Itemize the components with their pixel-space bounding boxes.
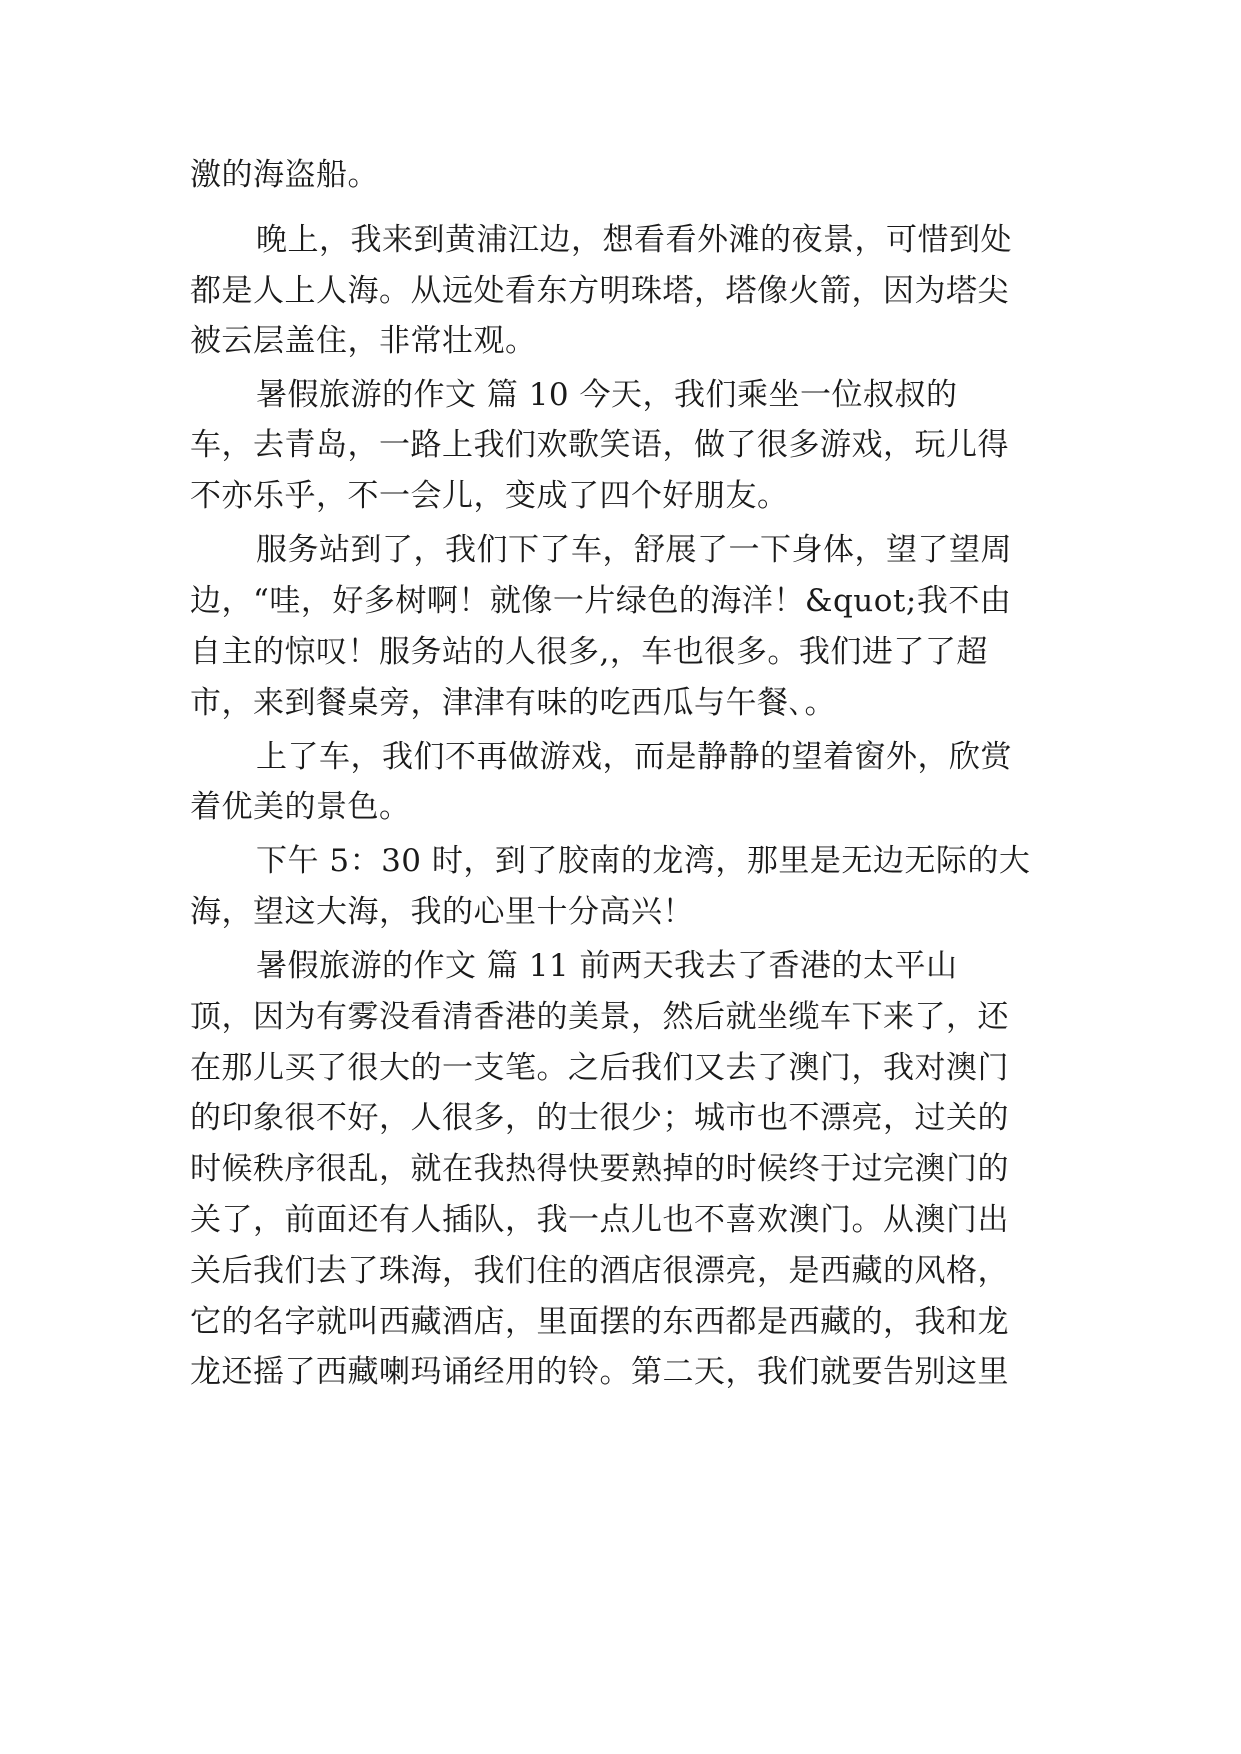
text-line: 都是人上人海。从远处看东方明珠塔，塔像火箭，因为塔尖 (190, 273, 1009, 309)
text-line: 市，来到餐桌旁，津津有味的吃西瓜与午餐､。 (190, 685, 836, 721)
text-line: 时候秩序很乱，就在我热得快要熟掉的时候终于过完澳门的 (190, 1151, 1009, 1187)
text-line: 被云层盖住，非常壮观。 (190, 323, 537, 359)
text-line: 激的海盗船。 (190, 157, 379, 193)
text-line: 关了，前面还有人插队，我一点儿也不喜欢澳门。从澳门出 (190, 1202, 1009, 1238)
paragraph-start-line: 服务站到了，我们下了车，舒展了一下身体，望了望周 (256, 532, 1012, 568)
text-line: 车，去青岛，一路上我们欢歌笑语，做了很多游戏，玩儿得 (190, 427, 1009, 463)
section-heading-line: 暑假旅游的作文 篇 11 前两天我去了香港的太平山 (256, 948, 958, 984)
text-line: 自主的惊叹！服务站的人很多,，车也很多。我们进了了超 (190, 634, 988, 670)
text-line: 的印象很不好，人很多，的士很少；城市也不漂亮，过关的 (190, 1100, 1009, 1136)
section-heading-line: 暑假旅游的作文 篇 10 今天，我们乘坐一位叔叔的 (256, 377, 958, 413)
text-line: 在那儿买了很大的一支笔。之后我们又去了澳门，我对澳门 (190, 1050, 1009, 1086)
paragraph-start-line: 下午 5：30 时，到了胶南的龙湾，那里是无边无际的大 (256, 843, 1031, 879)
text-line: 着优美的景色。 (190, 789, 411, 825)
text-line: 不亦乐乎，不一会儿，变成了四个好朋友。 (190, 478, 789, 514)
paragraph-start-line: 晚上，我来到黄浦江边，想看看外滩的夜景，可惜到处 (256, 222, 1012, 258)
text-line: 边，“哇，好多树啊！就像一片绿色的海洋！&quot;我不由 (190, 583, 1012, 619)
text-line: 关后我们去了珠海，我们住的酒店很漂亮，是西藏的风格， (190, 1253, 1009, 1289)
paragraph-start-line: 上了车，我们不再做游戏，而是静静的望着窗外，欣赏 (256, 739, 1012, 775)
text-line: 它的名字就叫西藏酒店，里面摆的东西都是西藏的，我和龙 (190, 1304, 1009, 1340)
text-line: 龙还摇了西藏喇玛诵经用的铃。第二天，我们就要告别这里 (190, 1354, 1009, 1390)
text-line: 海，望这大海，我的心里十分高兴！ (190, 894, 694, 930)
text-line: 顶，因为有雾没看清香港的美景，然后就坐缆车下来了，还 (190, 999, 1009, 1035)
